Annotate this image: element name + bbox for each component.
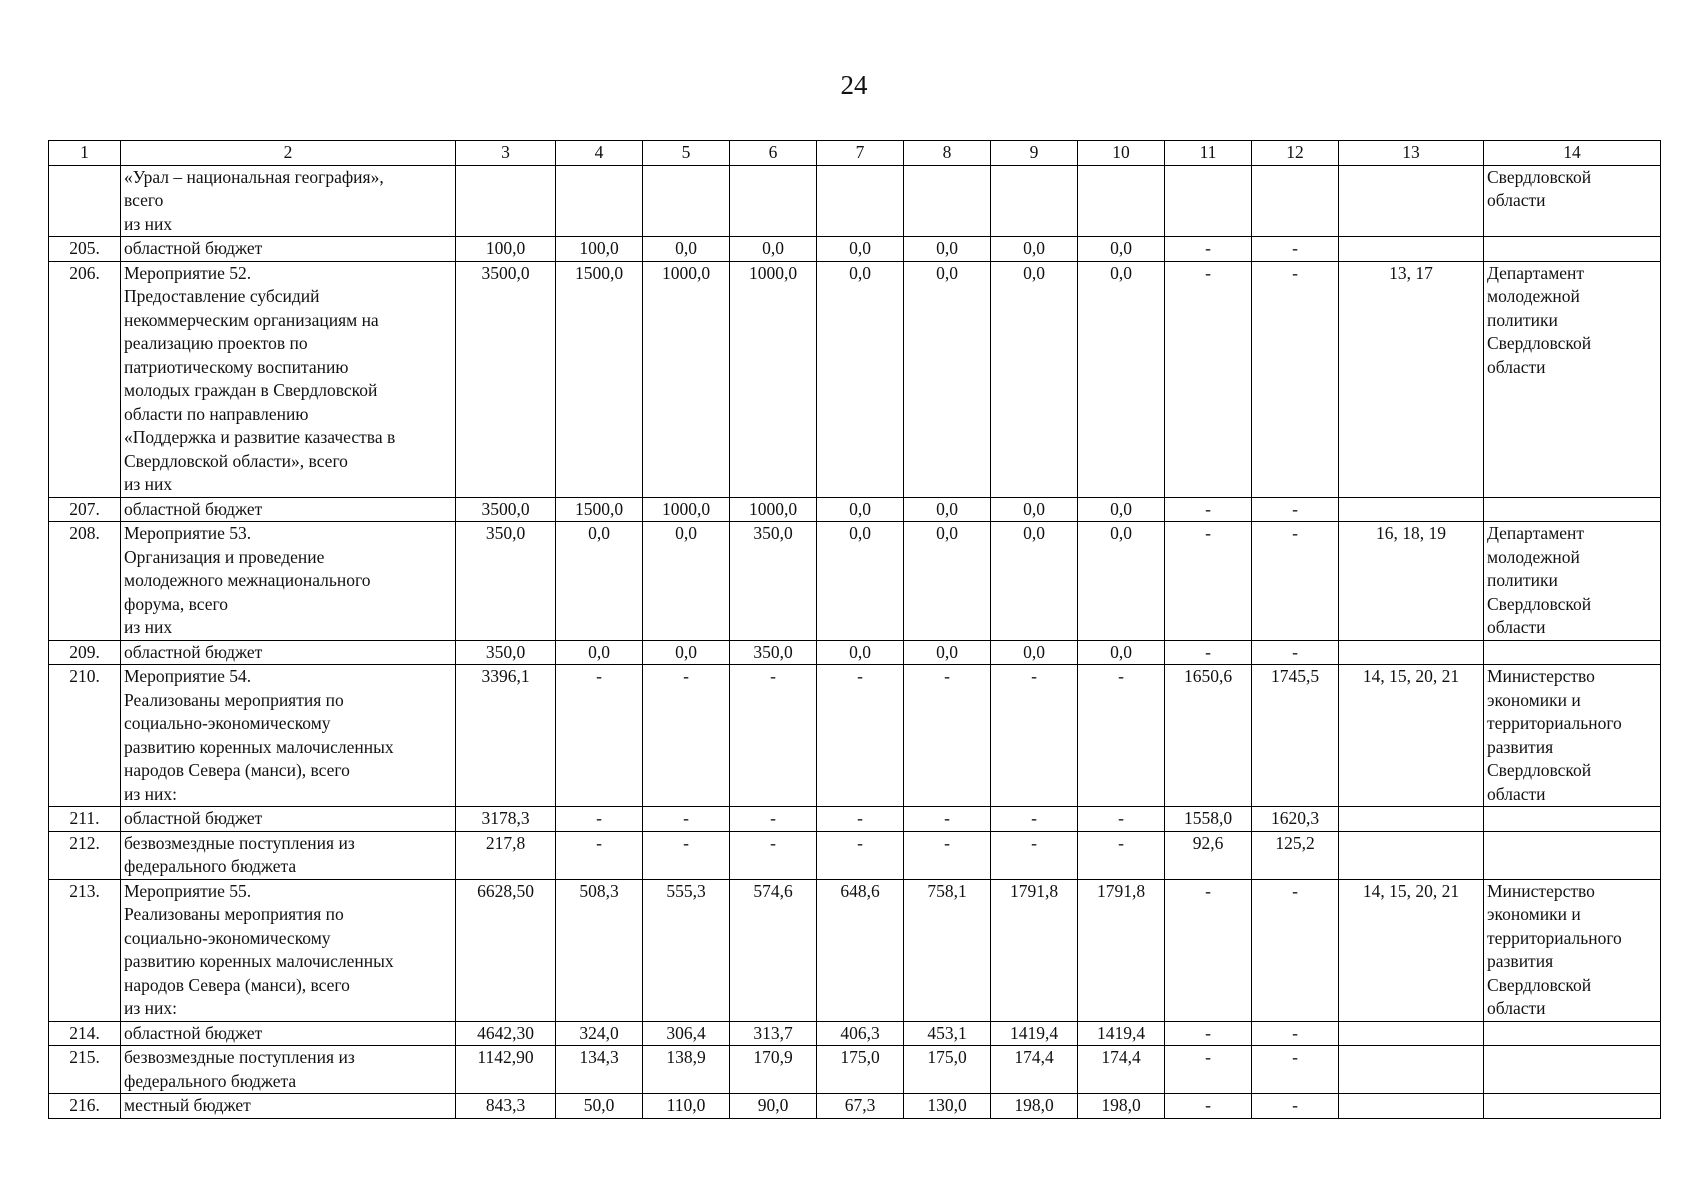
funding-value: 0,0 <box>991 237 1078 262</box>
column-number: 4 <box>556 141 643 166</box>
responsible-line: молодежной <box>1487 546 1580 567</box>
responsible-line: территориального <box>1487 927 1622 948</box>
funding-value: 574,6 <box>730 879 817 1021</box>
column-number: 1 <box>49 141 121 166</box>
funding-value: 6628,50 <box>456 879 556 1021</box>
funding-value: 1500,0 <box>556 261 643 497</box>
responsible-line: области <box>1487 617 1546 637</box>
funding-value: 0,0 <box>991 497 1078 522</box>
activity-name-line: патриотическому воспитанию <box>124 356 349 377</box>
funding-value: - <box>730 807 817 832</box>
activity-name-line: областной бюджет <box>124 808 263 828</box>
responsible-line: области <box>1487 998 1546 1018</box>
funding-value: - <box>991 665 1078 807</box>
funding-value <box>456 165 556 237</box>
funding-value: 1000,0 <box>730 497 817 522</box>
funding-value: 50,0 <box>556 1094 643 1119</box>
funding-value <box>991 165 1078 237</box>
funding-value: 0,0 <box>991 261 1078 497</box>
funding-value: 0,0 <box>904 640 991 665</box>
funding-value: 0,0 <box>556 522 643 641</box>
responsible-line: политики <box>1487 570 1558 590</box>
funding-value: - <box>730 831 817 879</box>
funding-value: 125,2 <box>1252 831 1339 879</box>
funding-value: 198,0 <box>991 1094 1078 1119</box>
column-number: 6 <box>730 141 817 166</box>
funding-value: - <box>904 831 991 879</box>
table-row <box>49 1021 1661 1046</box>
responsible-executor <box>1484 640 1661 665</box>
funding-value: 92,6 <box>1165 831 1252 879</box>
funding-value: 110,0 <box>643 1094 730 1119</box>
row-number: 215. <box>49 1046 121 1094</box>
funding-value: - <box>556 831 643 879</box>
funding-value: 1000,0 <box>643 261 730 497</box>
activity-name <box>121 261 456 497</box>
column-number: 12 <box>1252 141 1339 166</box>
funding-value: - <box>1252 1021 1339 1046</box>
activity-name <box>121 640 456 665</box>
funding-value: 0,0 <box>991 522 1078 641</box>
activity-name <box>121 165 456 237</box>
funding-value: - <box>1252 1094 1339 1119</box>
funding-value: 1000,0 <box>730 261 817 497</box>
funding-value: - <box>643 831 730 879</box>
funding-value: 0,0 <box>904 522 991 641</box>
activity-name-line: федерального бюджета <box>124 856 297 876</box>
column-number: 13 <box>1339 141 1484 166</box>
funding-value: 3396,1 <box>456 665 556 807</box>
activity-name <box>121 522 456 641</box>
funding-value: 0,0 <box>556 640 643 665</box>
funding-value: 0,0 <box>904 237 991 262</box>
target-indicators <box>1339 1021 1484 1046</box>
funding-value: 0,0 <box>643 522 730 641</box>
column-number: 2 <box>121 141 456 166</box>
funding-value: 0,0 <box>817 497 904 522</box>
responsible-line: Свердловской <box>1487 333 1592 353</box>
responsible-line: Свердловской <box>1487 760 1592 780</box>
funding-value: 306,4 <box>643 1021 730 1046</box>
funding-value: 3178,3 <box>456 807 556 832</box>
funding-value <box>1078 165 1165 237</box>
funding-value: 3500,0 <box>456 261 556 497</box>
funding-value: 0,0 <box>817 261 904 497</box>
target-indicators <box>1339 1094 1484 1119</box>
responsible-line: Министерство <box>1487 880 1595 901</box>
activity-name-line: из них: <box>124 998 177 1018</box>
responsible-line: политики <box>1487 309 1558 330</box>
activity-name-line: областной бюджет <box>124 1022 263 1043</box>
activity-name-line: социально-экономическому <box>124 927 331 948</box>
row-number: 216. <box>49 1094 121 1119</box>
row-number: 211. <box>49 807 121 832</box>
responsible-executor <box>1484 1094 1661 1119</box>
responsible-executor <box>1484 879 1661 1021</box>
activity-name-line: Реализованы мероприятия по <box>124 904 344 924</box>
funding-value: 350,0 <box>456 522 556 641</box>
activity-name-line: безвозмездные поступления из <box>124 832 355 853</box>
table-row <box>49 807 1661 832</box>
responsible-executor <box>1484 831 1661 879</box>
funding-value: - <box>904 665 991 807</box>
activity-name-line: социально-экономическому <box>124 713 331 733</box>
row-number: 213. <box>49 879 121 1021</box>
funding-value: 350,0 <box>456 640 556 665</box>
activity-name <box>121 497 456 522</box>
target-indicators: 16, 18, 19 <box>1339 522 1484 641</box>
row-number <box>49 165 121 237</box>
responsible-line: территориального <box>1487 713 1622 733</box>
table-row <box>49 261 1661 497</box>
funding-value <box>1165 165 1252 237</box>
funding-value: 758,1 <box>904 879 991 1021</box>
funding-value: 198,0 <box>1078 1094 1165 1119</box>
funding-value: 0,0 <box>817 640 904 665</box>
funding-value: 648,6 <box>817 879 904 1021</box>
responsible-line: Свердловской <box>1487 166 1592 187</box>
funding-value <box>556 165 643 237</box>
funding-value <box>904 165 991 237</box>
page-number: 24 <box>840 70 868 100</box>
funding-value: - <box>643 807 730 832</box>
responsible-executor <box>1484 237 1661 262</box>
target-indicators <box>1339 165 1484 237</box>
target-indicators <box>1339 831 1484 879</box>
funding-value: - <box>991 831 1078 879</box>
activity-name-line: развитию коренных малочисленных <box>124 736 394 757</box>
responsible-executor <box>1484 261 1661 497</box>
activity-name-line: молодежного межнационального <box>124 570 371 590</box>
responsible-line: развития <box>1487 736 1554 757</box>
funding-value: 453,1 <box>904 1021 991 1046</box>
funding-value: 175,0 <box>904 1046 991 1094</box>
responsible-line: области <box>1487 356 1546 377</box>
column-number: 3 <box>456 141 556 166</box>
funding-value: 1620,3 <box>1252 807 1339 832</box>
funding-value: - <box>904 807 991 832</box>
funding-value: 555,3 <box>643 879 730 1021</box>
funding-value: 0,0 <box>1078 640 1165 665</box>
funding-value: - <box>1165 1021 1252 1046</box>
table-row <box>49 237 1661 262</box>
funding-value: 175,0 <box>817 1046 904 1094</box>
funding-value: 100,0 <box>456 237 556 262</box>
funding-value: 1745,5 <box>1252 665 1339 807</box>
column-number: 5 <box>643 141 730 166</box>
funding-value: - <box>556 665 643 807</box>
funding-value: - <box>1165 879 1252 1021</box>
activity-name-line: развитию коренных малочисленных <box>124 951 394 971</box>
funding-value: 0,0 <box>643 237 730 262</box>
row-number: 210. <box>49 665 121 807</box>
funding-value: 0,0 <box>904 497 991 522</box>
funding-value: 3500,0 <box>456 497 556 522</box>
activity-name-line: из них <box>124 617 173 637</box>
activity-name <box>121 831 456 879</box>
funding-value: 1419,4 <box>991 1021 1078 1046</box>
responsible-line: экономики и <box>1487 689 1581 710</box>
responsible-line: развития <box>1487 951 1554 971</box>
funding-value: 217,8 <box>456 831 556 879</box>
activity-name-line: некоммерческим организациям на <box>124 309 379 330</box>
funding-value: 1142,90 <box>456 1046 556 1094</box>
activity-name-line: реализацию проектов по <box>124 333 308 353</box>
funding-value: 0,0 <box>643 640 730 665</box>
target-indicators <box>1339 807 1484 832</box>
activity-name <box>121 1021 456 1046</box>
activity-name-line: народов Севера (манси), всего <box>124 760 350 780</box>
column-number: 10 <box>1078 141 1165 166</box>
activity-name <box>121 1046 456 1094</box>
funding-value: - <box>1165 261 1252 497</box>
responsible-executor <box>1484 165 1661 237</box>
target-indicators <box>1339 497 1484 522</box>
table-row <box>49 831 1661 879</box>
funding-value: - <box>556 807 643 832</box>
funding-value: 0,0 <box>1078 237 1165 262</box>
funding-value: 0,0 <box>1078 497 1165 522</box>
funding-value: 100,0 <box>556 237 643 262</box>
funding-value: 406,3 <box>817 1021 904 1046</box>
activity-name <box>121 807 456 832</box>
table-row <box>49 1046 1661 1094</box>
activity-name <box>121 237 456 262</box>
funding-value: - <box>1165 237 1252 262</box>
funding-value: 1000,0 <box>643 497 730 522</box>
activity-name-line: Мероприятие 55. <box>124 880 252 901</box>
funding-value: - <box>1078 831 1165 879</box>
funding-value: 4642,30 <box>456 1021 556 1046</box>
activity-name-line: Организация и проведение <box>124 546 325 567</box>
table-row <box>49 1094 1661 1119</box>
column-number: 14 <box>1484 141 1661 166</box>
funding-value: 1791,8 <box>1078 879 1165 1021</box>
activity-name-line: из них: <box>124 783 177 804</box>
table-row <box>49 879 1661 1021</box>
activity-name-line: всего <box>124 190 164 210</box>
activity-name-line: из них <box>124 474 173 494</box>
funding-value: 0,0 <box>817 237 904 262</box>
activity-name-line: области по направлению <box>124 403 309 424</box>
funding-value: 0,0 <box>1078 261 1165 497</box>
funding-value: 1558,0 <box>1165 807 1252 832</box>
activity-name-line: из них <box>124 213 173 234</box>
row-number: 208. <box>49 522 121 641</box>
funding-value: - <box>1078 665 1165 807</box>
activity-name-line: Мероприятие 54. <box>124 666 252 686</box>
target-indicators: 13, 17 <box>1339 261 1484 497</box>
funding-value: 130,0 <box>904 1094 991 1119</box>
funding-value: 1500,0 <box>556 497 643 522</box>
responsible-line: Свердловской <box>1487 593 1592 614</box>
funding-value: - <box>1252 497 1339 522</box>
activity-name-line: народов Севера (манси), всего <box>124 974 350 995</box>
responsible-line: экономики и <box>1487 904 1581 924</box>
row-number: 214. <box>49 1021 121 1046</box>
activity-name-line: местный бюджет <box>124 1095 251 1115</box>
table-row <box>49 497 1661 522</box>
funding-value: 1650,6 <box>1165 665 1252 807</box>
row-number: 212. <box>49 831 121 879</box>
activity-name-line: безвозмездные поступления из <box>124 1047 355 1067</box>
target-indicators <box>1339 237 1484 262</box>
funding-value: 67,3 <box>817 1094 904 1119</box>
column-number: 9 <box>991 141 1078 166</box>
responsible-line: Министерство <box>1487 666 1595 686</box>
row-number: 207. <box>49 497 121 522</box>
table-row <box>49 665 1661 807</box>
funding-value: 324,0 <box>556 1021 643 1046</box>
funding-value: 0,0 <box>1078 522 1165 641</box>
responsible-executor <box>1484 1021 1661 1046</box>
target-indicators: 14, 15, 20, 21 <box>1339 879 1484 1021</box>
funding-value <box>730 165 817 237</box>
funding-value: - <box>1165 497 1252 522</box>
funding-value: - <box>1252 640 1339 665</box>
funding-value: - <box>1165 640 1252 665</box>
activity-name-line: Реализованы мероприятия по <box>124 689 344 710</box>
funding-value: - <box>817 807 904 832</box>
responsible-executor <box>1484 522 1661 641</box>
funding-value: - <box>1252 261 1339 497</box>
table-row <box>49 165 1661 237</box>
funding-value: - <box>1165 1094 1252 1119</box>
funding-value <box>1252 165 1339 237</box>
column-number: 11 <box>1165 141 1252 166</box>
budget-table <box>48 140 1661 1119</box>
funding-value: - <box>643 665 730 807</box>
responsible-line: молодежной <box>1487 286 1580 306</box>
column-number: 7 <box>817 141 904 166</box>
activity-name-line: Свердловской области», всего <box>124 450 348 471</box>
funding-value: - <box>817 665 904 807</box>
target-indicators: 14, 15, 20, 21 <box>1339 665 1484 807</box>
activity-name-line: областной бюджет <box>124 238 263 258</box>
activity-name <box>121 665 456 807</box>
funding-value: 138,9 <box>643 1046 730 1094</box>
row-number: 205. <box>49 237 121 262</box>
row-number: 209. <box>49 640 121 665</box>
activity-name-line: «Урал – национальная география», <box>124 166 384 187</box>
funding-value: - <box>1252 237 1339 262</box>
funding-value: - <box>817 831 904 879</box>
funding-value: 174,4 <box>991 1046 1078 1094</box>
funding-value: 170,9 <box>730 1046 817 1094</box>
activity-name-line: «Поддержка и развитие казачества в <box>124 427 396 447</box>
responsible-executor <box>1484 1046 1661 1094</box>
row-number: 206. <box>49 261 121 497</box>
responsible-executor <box>1484 497 1661 522</box>
funding-value: - <box>730 665 817 807</box>
activity-name-line: Мероприятие 52. <box>124 262 252 283</box>
responsible-executor <box>1484 665 1661 807</box>
funding-value: 134,3 <box>556 1046 643 1094</box>
activity-name <box>121 879 456 1021</box>
table-row <box>49 522 1661 641</box>
funding-value: 0,0 <box>817 522 904 641</box>
target-indicators <box>1339 640 1484 665</box>
funding-value: - <box>991 807 1078 832</box>
funding-value: 1791,8 <box>991 879 1078 1021</box>
activity-name-line: областной бюджет <box>124 641 263 662</box>
responsible-line: Свердловской <box>1487 974 1592 995</box>
table-row <box>49 640 1661 665</box>
funding-value: 350,0 <box>730 522 817 641</box>
activity-name-line: форума, всего <box>124 593 229 614</box>
funding-value: 174,4 <box>1078 1046 1165 1094</box>
funding-value: - <box>1165 1046 1252 1094</box>
activity-name-line: областной бюджет <box>124 498 263 519</box>
activity-name <box>121 1094 456 1119</box>
funding-value: - <box>1252 879 1339 1021</box>
funding-value: 843,3 <box>456 1094 556 1119</box>
funding-value: 508,3 <box>556 879 643 1021</box>
responsible-line: области <box>1487 190 1546 210</box>
funding-value: - <box>1252 1046 1339 1094</box>
funding-value: 350,0 <box>730 640 817 665</box>
funding-value: - <box>1165 522 1252 641</box>
responsible-executor <box>1484 807 1661 832</box>
activity-name-line: Предоставление субсидий <box>124 286 320 306</box>
funding-value: 313,7 <box>730 1021 817 1046</box>
activity-name-line: федерального бюджета <box>124 1070 297 1091</box>
funding-value: - <box>1252 522 1339 641</box>
funding-value: - <box>1078 807 1165 832</box>
responsible-line: области <box>1487 783 1546 804</box>
activity-name-line: молодых граждан в Свердловской <box>124 380 378 400</box>
responsible-line: Департамент <box>1487 262 1585 283</box>
funding-value: 0,0 <box>991 640 1078 665</box>
activity-name-line: Мероприятие 53. <box>124 523 252 543</box>
column-number: 8 <box>904 141 991 166</box>
funding-value: 1419,4 <box>1078 1021 1165 1046</box>
target-indicators <box>1339 1046 1484 1094</box>
funding-value: 0,0 <box>904 261 991 497</box>
funding-value <box>643 165 730 237</box>
responsible-line: Департамент <box>1487 523 1585 543</box>
column-number-row <box>49 141 1661 166</box>
funding-value <box>817 165 904 237</box>
funding-value: 90,0 <box>730 1094 817 1119</box>
funding-value: 0,0 <box>730 237 817 262</box>
